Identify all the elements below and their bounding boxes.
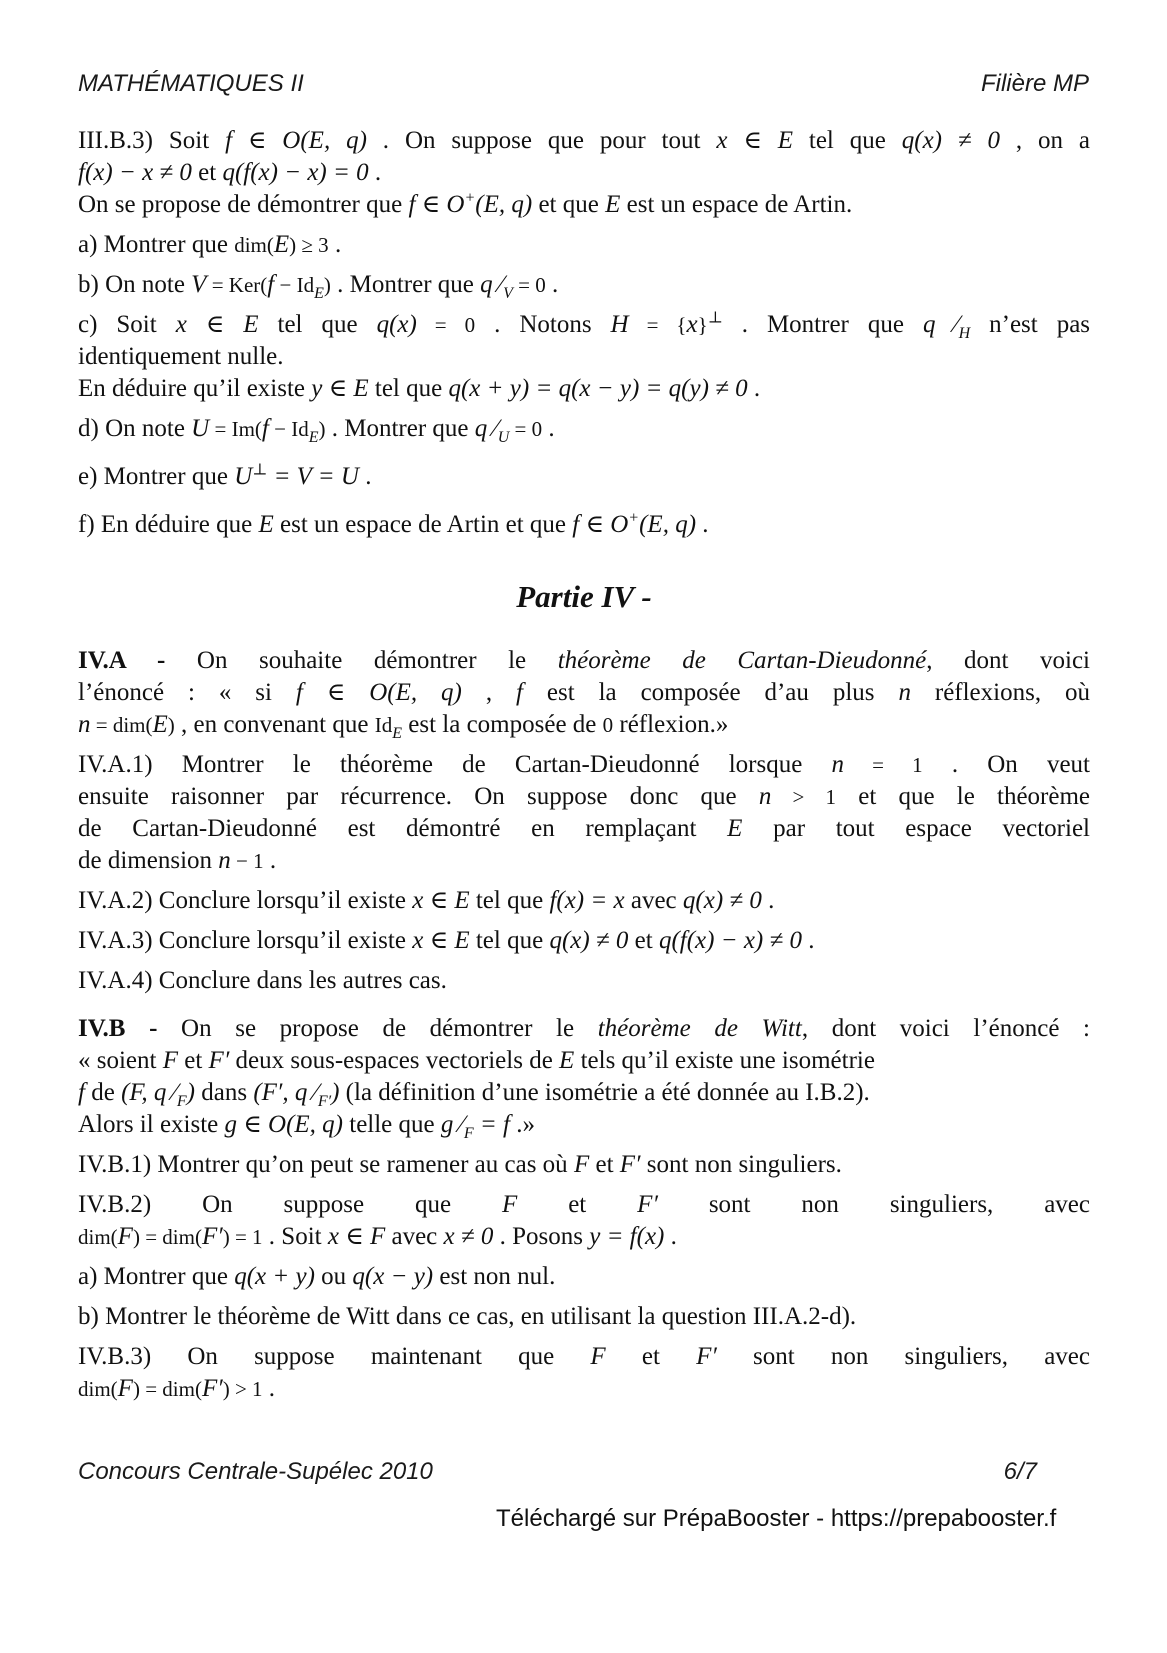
text-segment: de Cartan-Dieudonné est démontré en remplaçant (78, 815, 728, 842)
text-segment: réflexion.» (613, 711, 729, 738)
text-line-IVA1-1 (78, 749, 1090, 781)
text-line-IVA4 (78, 965, 1090, 997)
math-segment: F′ (696, 1343, 717, 1370)
text-segment: tel que (368, 375, 449, 402)
math-segment: f (261, 415, 269, 442)
text-segment: . (664, 1223, 677, 1250)
math-subscript: E (308, 429, 319, 446)
math-segment: f (516, 679, 523, 706)
math-segment: = f (473, 1111, 510, 1138)
text-line-IVB-3 (78, 1077, 1090, 1109)
text-segment: réflexions, où (910, 679, 1091, 706)
text-segment: a) Montrer que (78, 1263, 235, 1290)
math-roman-segment: dim( (234, 233, 274, 257)
math-segment: ) (186, 1079, 195, 1106)
text-segment: . (263, 847, 277, 874)
text-segment: e) Montrer que (78, 463, 235, 490)
text-line-IIIB3-e (78, 461, 1090, 493)
text-segment: deux sous-espaces vectoriels de (229, 1047, 560, 1074)
math-segment: q ⁄ (474, 415, 498, 442)
text-segment: . On suppose que pour tout (366, 127, 717, 154)
math-segment: y = f(x) (589, 1223, 665, 1250)
math-roman-segment: = { (628, 313, 687, 337)
text-segment: IV.A.2) Conclure lorsqu’il existe (78, 887, 413, 914)
math-segment: q ⁄ (922, 311, 959, 338)
text-segment: sont non singuliers, avec (657, 1191, 1090, 1218)
math-roman-segment: − Id (274, 273, 315, 297)
math-segment: f (78, 1079, 85, 1106)
math-segment: n (831, 751, 844, 778)
text-segment: . (545, 271, 559, 298)
text-segment: . (761, 887, 775, 914)
text-segment: , on a (1000, 127, 1091, 154)
text-segment: IV.B.1) Montrer qu’on peut se ramener au cas où (78, 1151, 574, 1178)
math-segment: q ⁄ (480, 271, 504, 298)
math-roman-segment: > 1 (771, 785, 837, 809)
text-segment: . Notons (475, 311, 611, 338)
header-subject: MATHÉMATIQUES II (78, 70, 304, 97)
math-roman-segment: ) = dim( (132, 1225, 202, 1249)
text-segment: de (84, 1079, 122, 1106)
text-segment: avec (385, 1223, 444, 1250)
text-segment: est un espace de Artin et que (273, 511, 573, 538)
math-segment: q(x) ≠ 0 (682, 887, 762, 914)
text-segment: (la définition d’une isométrie a été donnée au I.B.2). (339, 1079, 870, 1106)
text-segment: d) On note (78, 415, 192, 442)
math-segment: n (758, 783, 772, 810)
download-notice: Téléchargé sur PrépaBooster - https://prepabooster.f (496, 1505, 1057, 1532)
math-roman-segment: ) = dim( (132, 1377, 202, 1401)
math-segment: q(x) (376, 311, 417, 338)
text-segment: . Posons (493, 1223, 590, 1250)
math-segment: F (117, 1223, 133, 1250)
math-segment: n (898, 679, 911, 706)
text-segment: est un espace de Artin. (620, 191, 853, 218)
math-subscript: V (503, 285, 513, 302)
math-segment: E (727, 815, 743, 842)
text-line-IIIB3-c3 (78, 373, 1090, 405)
math-roman-segment: = 0 (416, 313, 476, 337)
math-segment: F′ (637, 1191, 658, 1218)
text-segment: tel que (469, 887, 550, 914)
text-segment: . On veut (922, 751, 1090, 778)
text-segment: . (262, 1375, 276, 1402)
text-line-IVA1-4 (78, 845, 1090, 877)
math-segment: f ∈ O(E, q) (295, 679, 462, 706)
math-segment: g ⁄ (440, 1111, 464, 1138)
math-roman-segment: 0 (602, 713, 614, 737)
text-segment: tel que (792, 127, 902, 154)
math-segment: f ∈ O (408, 191, 465, 218)
text-segment: n’est pas (970, 311, 1091, 338)
header-track: Filière MP (980, 70, 1089, 97)
math-segment: E (605, 191, 621, 218)
text-segment: par tout espace vectoriel (742, 815, 1090, 842)
math-segment: q(f(x) − x) = 0 (222, 159, 369, 186)
math-segment: x ≠ 0 (443, 1223, 494, 1250)
math-roman-segment: ) (323, 273, 331, 297)
text-segment: . (358, 463, 372, 490)
text-segment: tel que (258, 311, 377, 338)
text-segment: et que le théorème (836, 783, 1091, 810)
math-segment: x ∈ E (716, 127, 793, 154)
text-segment: . (368, 159, 382, 186)
math-segment: ) (331, 1079, 340, 1106)
math-segment: F′ (201, 1223, 223, 1250)
text-segment: On souhaite démontrer le (165, 647, 558, 674)
text-segment: et (605, 1343, 697, 1370)
math-segment: f(x) = x (549, 887, 625, 914)
text-segment: est non nul. (433, 1263, 556, 1290)
partie-IV-questions (78, 645, 1090, 1405)
math-segment: F (117, 1375, 133, 1402)
text-segment: On se propose de démontrer que (78, 191, 409, 218)
text-segment: , dont voici (926, 647, 1091, 674)
math-subscript: F′ (317, 1093, 332, 1110)
text-segment: ou (314, 1263, 353, 1290)
math-segment: n (78, 711, 91, 738)
footer-page-number: 6/7 (1003, 1458, 1037, 1485)
math-roman-segment: = 0 (512, 273, 546, 297)
math-roman-segment: = Im( (209, 417, 262, 441)
text-segment: et (191, 159, 223, 186)
math-superscript: ⊥ (252, 461, 268, 479)
text-segment: . (747, 375, 761, 402)
math-segment: F′ (208, 1047, 230, 1074)
text-segment: est la composée d’au plus (522, 679, 899, 706)
math-segment: q(x) ≠ 0 (901, 127, 1000, 154)
text-segment: . (328, 231, 342, 258)
math-subscript: U (497, 429, 510, 446)
text-segment: , (461, 679, 517, 706)
math-segment: H (610, 311, 629, 338)
math-roman-segment: ) (167, 713, 175, 737)
text-segment: et (628, 927, 659, 954)
math-segment: V (191, 271, 207, 298)
math-segment: g ∈ O(E, q) (224, 1111, 343, 1138)
math-segment: E (559, 1047, 575, 1074)
text-line-IVA-2 (78, 677, 1090, 709)
math-segment: F (573, 1151, 590, 1178)
text-segment: . Montrer que (330, 271, 481, 298)
text-segment: IV.A.4) Conclure dans les autres cas. (78, 967, 447, 994)
math-roman-segment: dim( (78, 1377, 118, 1401)
math-subscript: F (176, 1093, 187, 1110)
text-line-IIIB3-1 (78, 125, 1090, 157)
math-segment: U (191, 415, 210, 442)
text-line-IIIB3-c2 (78, 341, 1090, 373)
math-segment: q(x + y) = q(x − y) = q(y) ≠ 0 (448, 375, 748, 402)
math-segment: f ∈ O(E, q) (225, 127, 367, 154)
text-segment: avec (624, 887, 683, 914)
text-line-IIIB3-a (78, 229, 1090, 261)
math-roman-segment: dim( (78, 1225, 118, 1249)
text-line-IVB1 (78, 1149, 1090, 1181)
math-roman-segment: ) (318, 417, 326, 441)
text-segment: .» (509, 1111, 535, 1138)
text-line-IVB-1 (78, 1013, 1090, 1045)
text-segment: sont non singuliers, avec (716, 1343, 1091, 1370)
math-segment: F′ (201, 1375, 223, 1402)
math-subscript: H (958, 325, 971, 342)
text-segment: ensuite raisonner par récurrence. On suppose donc que (78, 783, 759, 810)
math-segment: q(x − y) (352, 1263, 434, 1290)
text-segment: et (517, 1191, 638, 1218)
math-subscript: E (314, 285, 324, 302)
text-segment: IV.B.2) On suppose que (78, 1191, 503, 1218)
math-superscript: ⊥ (707, 309, 723, 327)
text-line-IVB3-2 (78, 1373, 1090, 1405)
math-superscript: + (628, 509, 640, 527)
text-segment: . Montrer que (722, 311, 923, 338)
italic-term: théorème de Witt (597, 1015, 802, 1042)
text-segment: IV.A.3) Conclure lorsqu’il existe (78, 927, 413, 954)
math-roman-segment: ) ≥ 3 (289, 233, 329, 257)
text-segment: . (801, 927, 815, 954)
math-roman-segment: = Ker( (206, 273, 268, 297)
math-segment: y ∈ E (311, 375, 369, 402)
text-segment: IV.B.3) On suppose maintenant que (78, 1343, 591, 1370)
math-segment: (F′, q ⁄ (253, 1079, 318, 1106)
text-segment: sont non singuliers. (640, 1151, 842, 1178)
text-line-IIIB3-2 (78, 157, 1090, 189)
text-segment: . (542, 415, 555, 442)
math-roman-segment: = 0 (509, 417, 543, 441)
text-segment: III.B.3) Soit (78, 127, 226, 154)
math-segment: U (234, 463, 253, 490)
math-segment: (F, q ⁄ (121, 1079, 177, 1106)
math-segment: x ∈ E (412, 887, 470, 914)
math-superscript: + (464, 189, 476, 207)
text-segment: c) Soit (78, 311, 176, 338)
math-segment: = V = U (267, 463, 359, 490)
math-segment: E (273, 231, 290, 258)
text-segment: l’énoncé : « si (78, 679, 296, 706)
text-line-IIIB3-3 (78, 189, 1090, 221)
math-segment: x (686, 311, 698, 338)
text-line-IVB-2 (78, 1045, 1090, 1077)
math-segment: q(x + y) (234, 1263, 315, 1290)
text-segment: b) Montrer le théorème de Witt dans ce cas, en utilisant la question III.A.2-d). (78, 1303, 857, 1330)
math-roman-segment: ) > 1 (222, 1377, 263, 1401)
math-roman-segment: Id (374, 713, 393, 737)
math-roman-segment: − 1 (230, 849, 264, 873)
text-segment: est la composée de (402, 711, 603, 738)
math-roman-segment: − Id (268, 417, 309, 441)
section-title: Partie IV - (516, 579, 652, 614)
math-segment: F (590, 1343, 606, 1370)
text-segment: dans (194, 1079, 254, 1106)
text-segment: Alors il existe (78, 1111, 225, 1138)
math-roman-segment: = 1 (843, 753, 923, 777)
text-line-IVA-1 (78, 645, 1090, 677)
footer-exam: Concours Centrale-Supélec 2010 (78, 1458, 433, 1485)
text-line-IVA-3 (78, 709, 1090, 741)
math-segment: F (162, 1047, 178, 1074)
bold-label: IV.B - (78, 1015, 158, 1042)
math-segment: f ∈ O (572, 511, 629, 538)
text-line-IVA2 (78, 885, 1090, 917)
text-line-IVB-4 (78, 1109, 1090, 1141)
math-subscript: F (463, 1125, 474, 1142)
text-line-IVB2-a (78, 1261, 1090, 1293)
text-line-IVB2-2 (78, 1221, 1090, 1253)
math-segment: n (218, 847, 231, 874)
text-segment: identiquement nulle. (78, 343, 284, 370)
math-segment: (E, q) (475, 191, 533, 218)
text-segment: a) Montrer que (78, 231, 235, 258)
text-segment: b) On note (78, 271, 192, 298)
math-segment: E (152, 711, 168, 738)
math-segment: x ∈ E (175, 311, 259, 338)
text-segment: et (589, 1151, 620, 1178)
text-line-IIIB3-f (78, 509, 1090, 541)
text-segment: « soient (78, 1047, 163, 1074)
text-segment: , en convenant que (174, 711, 375, 738)
text-segment: . Soit (262, 1223, 328, 1250)
math-segment: (E, q) (639, 511, 697, 538)
text-segment: IV.A.1) Montrer le théorème de Cartan-Dieudonné lorsque (78, 751, 832, 778)
text-line-IVB2-b (78, 1301, 1090, 1333)
text-segment: On se propose de démontrer le (157, 1015, 598, 1042)
text-line-IVB2-1 (78, 1189, 1090, 1221)
math-roman-segment: ) = 1 (222, 1225, 263, 1249)
text-segment: telle que (343, 1111, 441, 1138)
math-subscript: E (392, 725, 403, 742)
text-line-IVA1-3 (78, 813, 1090, 845)
text-line-IIIB3-c1 (78, 309, 1090, 341)
text-line-IIIB3-b (78, 269, 1090, 301)
text-segment: tel que (469, 927, 550, 954)
math-segment: F (502, 1191, 518, 1218)
question-III-B-3 (78, 125, 1090, 541)
text-line-IIIB3-d (78, 413, 1090, 445)
text-line-IVB3-1 (78, 1341, 1090, 1373)
text-segment: et (178, 1047, 209, 1074)
page-content (78, 125, 1090, 1405)
text-segment: tels qu’il existe une isométrie (574, 1047, 875, 1074)
math-segment: q(x) ≠ 0 (549, 927, 629, 954)
math-segment: x ∈ F (327, 1223, 386, 1250)
text-segment: En déduire qu’il existe (78, 375, 312, 402)
bold-label: IV.A - (78, 647, 166, 674)
italic-term: théorème de Cartan-Dieudonné (557, 647, 927, 674)
text-segment: . Montrer que (325, 415, 475, 442)
text-segment: f) En déduire que (78, 511, 259, 538)
math-roman-segment: } (697, 313, 708, 337)
text-segment: et que (532, 191, 606, 218)
text-segment: de dimension (78, 847, 219, 874)
text-line-IVA3 (78, 925, 1090, 957)
math-segment: F′ (619, 1151, 641, 1178)
text-line-IVA1-2 (78, 781, 1090, 813)
math-segment: x ∈ E (412, 927, 470, 954)
math-roman-segment: = dim( (90, 713, 153, 737)
text-segment: . (696, 511, 709, 538)
text-segment: , dont voici l’énoncé : (801, 1015, 1090, 1042)
math-segment: E (258, 511, 274, 538)
math-segment: f (267, 271, 275, 298)
math-segment: f(x) − x ≠ 0 (78, 159, 192, 186)
math-segment: q(f(x) − x) ≠ 0 (658, 927, 802, 954)
